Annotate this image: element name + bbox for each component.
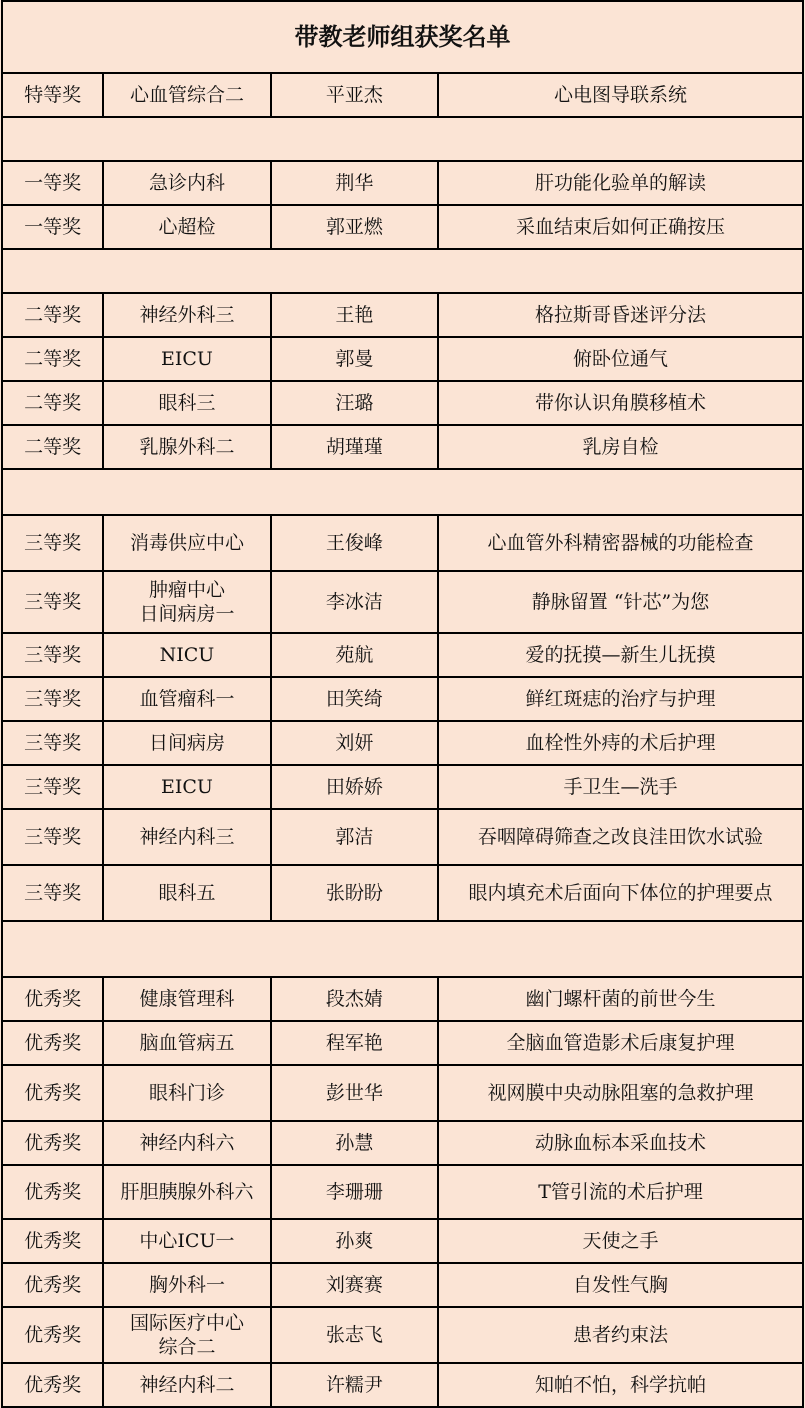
department-cell: 中心ICU一 <box>103 1219 270 1263</box>
department-cell: 乳腺外科二 <box>103 425 270 469</box>
department-cell: 神经外科三 <box>103 293 270 337</box>
name-cell: 胡瑾瑾 <box>271 425 438 469</box>
name-cell: 苑航 <box>271 633 438 677</box>
separator-row <box>2 117 803 161</box>
name-cell: 刘赛赛 <box>271 1263 438 1307</box>
topic-cell: 视网膜中央动脉阻塞的急救护理 <box>438 1065 803 1121</box>
award-cell: 三等奖 <box>2 633 103 677</box>
department-cell: EICU <box>103 765 270 809</box>
award-cell: 特等奖 <box>2 73 103 117</box>
topic-cell: 格拉斯哥昏迷评分法 <box>438 293 803 337</box>
topic-cell: T管引流的术后护理 <box>438 1165 803 1219</box>
topic-cell: 血栓性外痔的术后护理 <box>438 721 803 765</box>
table-row <box>2 1121 803 1165</box>
department-cell: 胸外科一 <box>103 1263 270 1307</box>
award-cell: 二等奖 <box>2 337 103 381</box>
department-cell: 神经内科六 <box>103 1121 270 1165</box>
table-row <box>2 1165 803 1219</box>
separator-row <box>2 921 803 977</box>
award-cell: 优秀奖 <box>2 1065 103 1121</box>
table-row <box>2 1363 803 1407</box>
award-cell: 优秀奖 <box>2 1219 103 1263</box>
name-cell: 汪璐 <box>271 381 438 425</box>
award-cell: 三等奖 <box>2 677 103 721</box>
separator-row <box>2 469 803 515</box>
department-cell: NICU <box>103 633 270 677</box>
table-row <box>2 293 803 337</box>
award-cell: 优秀奖 <box>2 1021 103 1065</box>
department-cell: 心超检 <box>103 205 270 249</box>
table-row <box>2 571 803 633</box>
topic-cell: 患者约束法 <box>438 1307 803 1363</box>
award-cell: 二等奖 <box>2 381 103 425</box>
department-line: 国际医疗中心 <box>129 1312 244 1334</box>
topic-cell: 爱的抚摸—新生儿抚摸 <box>438 633 803 677</box>
name-cell: 王俊峰 <box>271 515 438 571</box>
name-cell: 程军艳 <box>271 1021 438 1065</box>
name-cell: 田娇娇 <box>271 765 438 809</box>
table-row <box>2 1021 803 1065</box>
name-cell: 许糯尹 <box>271 1363 438 1407</box>
award-table <box>1 0 804 1408</box>
award-cell: 三等奖 <box>2 515 103 571</box>
topic-cell: 天使之手 <box>438 1219 803 1263</box>
table-row <box>2 865 803 921</box>
topic-cell: 手卫生—洗手 <box>438 765 803 809</box>
award-cell: 三等奖 <box>2 865 103 921</box>
table-row <box>2 425 803 469</box>
name-cell: 刘妍 <box>271 721 438 765</box>
table-title: 带教老师组获奖名单 <box>2 1 803 73</box>
award-cell: 二等奖 <box>2 293 103 337</box>
department-cell <box>103 571 270 633</box>
table-row <box>2 1065 803 1121</box>
award-cell: 三等奖 <box>2 765 103 809</box>
topic-cell: 肝功能化验单的解读 <box>438 161 803 205</box>
separator-row <box>2 249 803 293</box>
topic-cell: 带你认识角膜移植术 <box>438 381 803 425</box>
department-cell: 眼科门诊 <box>103 1065 270 1121</box>
topic-cell: 乳房自检 <box>438 425 803 469</box>
award-cell: 优秀奖 <box>2 977 103 1021</box>
table-row <box>2 633 803 677</box>
department-line: 日间病房一 <box>139 603 235 625</box>
award-cell: 优秀奖 <box>2 1165 103 1219</box>
award-cell: 三等奖 <box>2 721 103 765</box>
title-row <box>2 1 803 73</box>
name-cell: 张志飞 <box>271 1307 438 1363</box>
topic-cell: 动脉血标本采血技术 <box>438 1121 803 1165</box>
award-cell: 一等奖 <box>2 161 103 205</box>
table-row <box>2 205 803 249</box>
department-cell: 消毒供应中心 <box>103 515 270 571</box>
name-cell: 孙慧 <box>271 1121 438 1165</box>
award-cell: 优秀奖 <box>2 1121 103 1165</box>
table-row <box>2 381 803 425</box>
topic-cell: 吞咽障碍筛查之改良洼田饮水试验 <box>438 809 803 865</box>
department-cell: 神经内科三 <box>103 809 270 865</box>
name-cell: 郭亚燃 <box>271 205 438 249</box>
topic-cell: 知帕不怕，科学抗帕 <box>438 1363 803 1407</box>
award-cell: 一等奖 <box>2 205 103 249</box>
table-row <box>2 677 803 721</box>
topic-cell: 全脑血管造影术后康复护理 <box>438 1021 803 1065</box>
department-line: 综合二 <box>158 1336 216 1358</box>
table-row <box>2 515 803 571</box>
topic-cell: 心电图导联系统 <box>438 73 803 117</box>
department-line: 肿瘤中心 <box>148 579 225 601</box>
award-cell: 三等奖 <box>2 571 103 633</box>
department-cell: 血管瘤科一 <box>103 677 270 721</box>
department-cell: 眼科五 <box>103 865 270 921</box>
department-cell: 心血管综合二 <box>103 73 270 117</box>
name-cell: 郭洁 <box>271 809 438 865</box>
name-cell: 孙爽 <box>271 1219 438 1263</box>
table-row <box>2 1307 803 1363</box>
topic-cell: 自发性气胸 <box>438 1263 803 1307</box>
name-cell: 李珊珊 <box>271 1165 438 1219</box>
table-row <box>2 765 803 809</box>
table-row <box>2 721 803 765</box>
topic-cell: 鲜红斑痣的治疗与护理 <box>438 677 803 721</box>
name-cell: 郭曼 <box>271 337 438 381</box>
name-cell: 张盼盼 <box>271 865 438 921</box>
department-cell: 神经内科二 <box>103 1363 270 1407</box>
award-cell: 优秀奖 <box>2 1307 103 1363</box>
table-row <box>2 977 803 1021</box>
name-cell: 彭世华 <box>271 1065 438 1121</box>
department-cell: 日间病房 <box>103 721 270 765</box>
department-cell: 脑血管病五 <box>103 1021 270 1065</box>
name-cell: 李冰洁 <box>271 571 438 633</box>
topic-cell: 静脉留置 “针芯”为您 <box>438 571 803 633</box>
topic-cell: 心血管外科精密器械的功能检查 <box>438 515 803 571</box>
name-cell: 段杰婧 <box>271 977 438 1021</box>
topic-cell: 眼内填充术后面向下体位的护理要点 <box>438 865 803 921</box>
table-row <box>2 1263 803 1307</box>
award-cell: 优秀奖 <box>2 1363 103 1407</box>
award-cell: 三等奖 <box>2 809 103 865</box>
department-cell <box>103 1307 270 1363</box>
department-cell: 眼科三 <box>103 381 270 425</box>
department-cell: 健康管理科 <box>103 977 270 1021</box>
table-row <box>2 161 803 205</box>
department-cell: EICU <box>103 337 270 381</box>
topic-cell: 俯卧位通气 <box>438 337 803 381</box>
name-cell: 荆华 <box>271 161 438 205</box>
table-row <box>2 73 803 117</box>
table-row <box>2 337 803 381</box>
topic-cell: 采血结束后如何正确按压 <box>438 205 803 249</box>
topic-cell: 幽门螺杆菌的前世今生 <box>438 977 803 1021</box>
name-cell: 王艳 <box>271 293 438 337</box>
award-cell: 优秀奖 <box>2 1263 103 1307</box>
table-row <box>2 809 803 865</box>
name-cell: 田笑绮 <box>271 677 438 721</box>
table-row <box>2 1219 803 1263</box>
name-cell: 平亚杰 <box>271 73 438 117</box>
department-cell: 急诊内科 <box>103 161 270 205</box>
department-cell: 肝胆胰腺外科六 <box>103 1165 270 1219</box>
award-cell: 二等奖 <box>2 425 103 469</box>
